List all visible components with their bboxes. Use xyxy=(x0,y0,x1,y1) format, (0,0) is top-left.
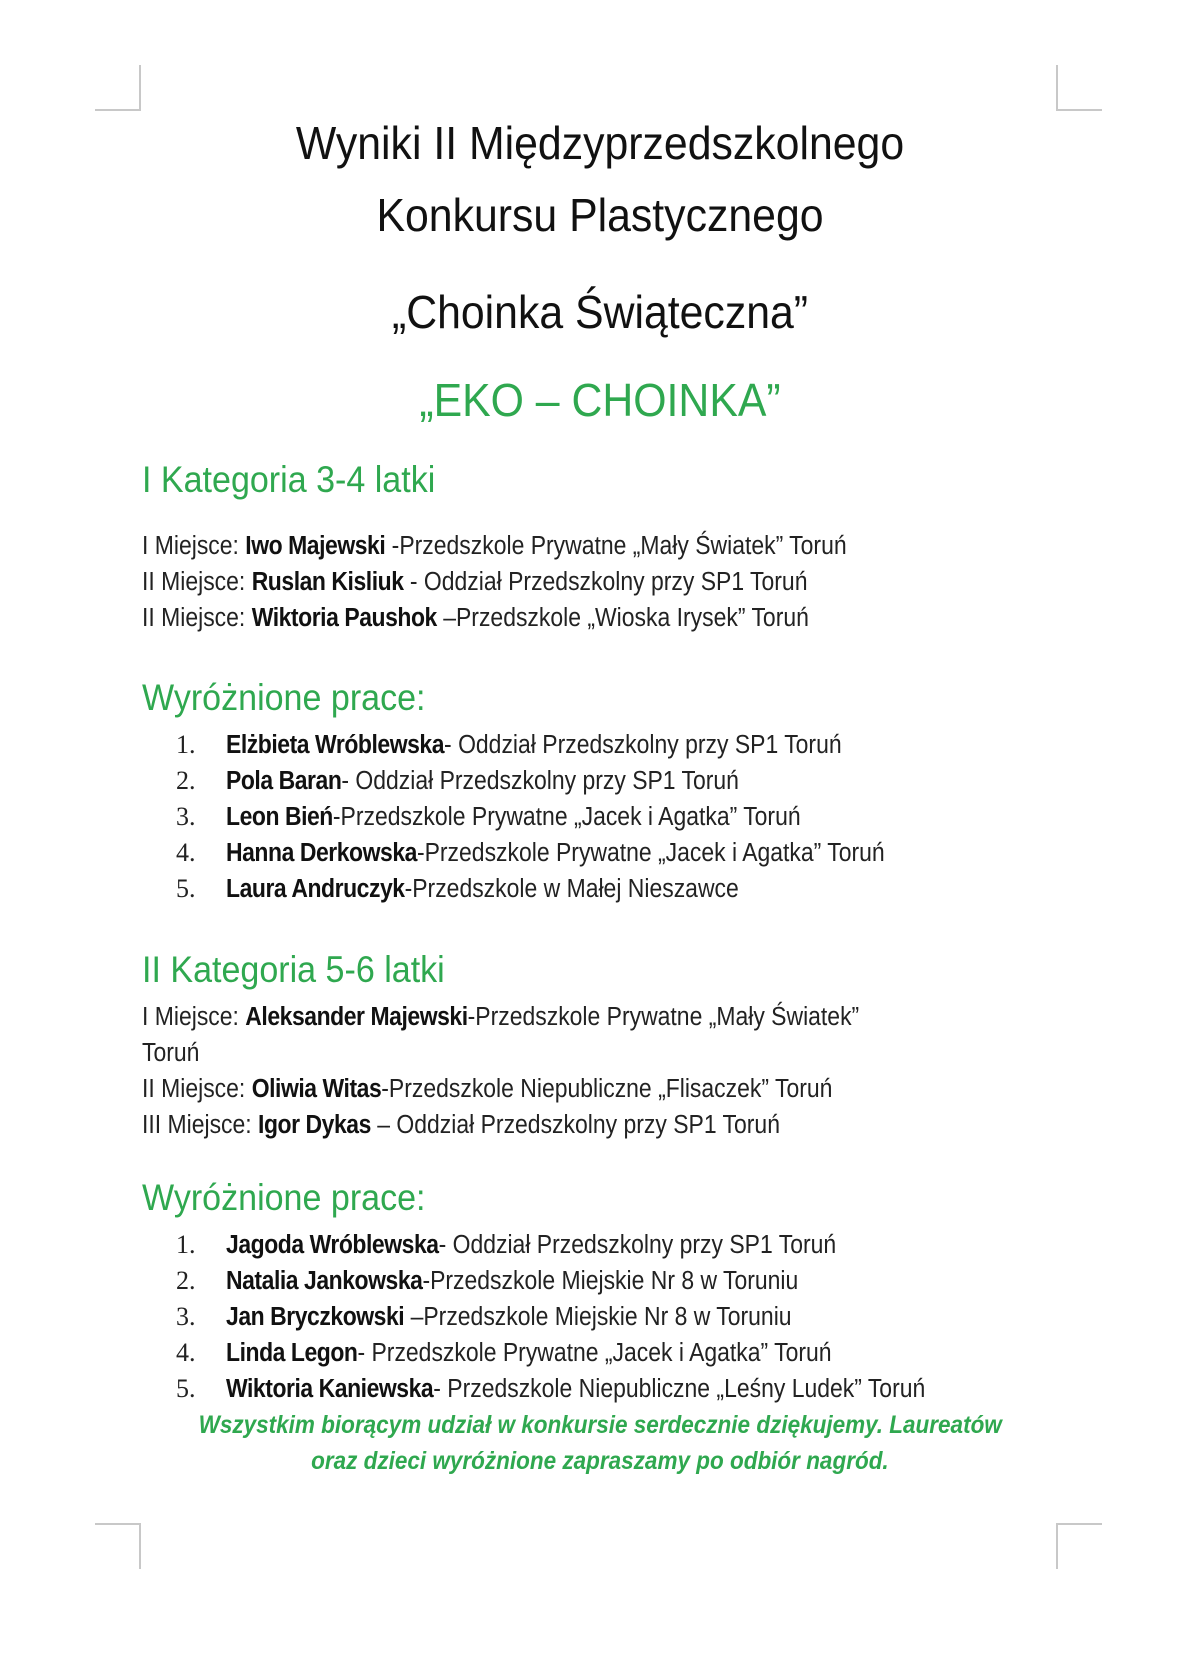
thanks-line-1 xyxy=(0,1407,1200,1443)
list-number: 1. xyxy=(176,730,196,759)
list-number: 5. xyxy=(176,874,196,903)
crop-mark-bottom-right-v xyxy=(1056,1523,1058,1569)
honoree-name: Laura Andruczyk xyxy=(226,875,405,903)
place-row xyxy=(142,600,809,636)
category-1-heading: I Kategoria 3-4 latki xyxy=(142,459,436,500)
honors-1-heading: Wyróżnione prace: xyxy=(142,677,426,718)
list-number: 1. xyxy=(176,1230,196,1259)
honoree-name: Jagoda Wróblewska xyxy=(226,1231,439,1259)
winner-school: – Oddział Przedszkolny przy SP1 Toruń xyxy=(370,1111,780,1139)
honoree-name: Linda Legon xyxy=(226,1339,358,1367)
title-line-3: „Choinka Świąteczna” xyxy=(391,286,809,338)
list-item xyxy=(176,871,796,907)
list-number: 4. xyxy=(176,1338,196,1367)
list-number: 3. xyxy=(176,1302,196,1331)
crop-mark-top-right-v xyxy=(1056,65,1058,111)
place-label: II Miejsce: xyxy=(142,568,252,596)
honoree-school: - Oddział Przedszkolny przy SP1 Toruń xyxy=(444,731,842,759)
list-number: 3. xyxy=(176,802,196,831)
thanks-text-2: oraz dzieci wyróżnione zapraszamy po odbiór nagród. xyxy=(311,1447,889,1475)
winner-school: -Przedszkole Prywatne „Mały Światek” xyxy=(467,1003,860,1031)
place-row xyxy=(142,528,847,564)
honoree-school: -Przedszkole w Małej Nieszawce xyxy=(404,875,739,903)
honoree-name: Elżbieta Wróblewska xyxy=(226,731,445,759)
crop-mark-bottom-right-h xyxy=(1056,1523,1102,1525)
honoree-name: Leon Bień xyxy=(226,803,333,831)
title-line-1: Wyniki II Międzyprzedszkolnego xyxy=(295,117,905,169)
honoree-school: - Oddział Przedszkolny przy SP1 Toruń xyxy=(341,767,739,795)
honoree-name: Jan Bryczkowski xyxy=(226,1303,405,1331)
winner-name: Wiktoria Paushok xyxy=(251,604,437,632)
place-label: I Miejsce: xyxy=(142,532,246,560)
winner-school: -Przedszkole Niepubliczne „Flisaczek” Toruń xyxy=(381,1075,833,1103)
winner-school: –Przedszkole „Wioska Irysek” Toruń xyxy=(436,604,809,632)
place-label: II Miejsce: xyxy=(142,1075,252,1103)
place-label: II Miejsce: xyxy=(142,604,252,632)
honoree-school: -Przedszkole Prywatne „Jacek i Agatka” Toruń xyxy=(416,839,885,867)
list-number: 2. xyxy=(176,766,196,795)
subtitle: „EKO – CHOINKA” xyxy=(419,374,781,426)
honoree-name: Hanna Derkowska xyxy=(226,839,417,867)
thanks-text-1: Wszystkim biorącym udział w konkursie serdecznie dziękujemy. Laureatów xyxy=(198,1411,1002,1439)
list-number: 4. xyxy=(176,838,196,867)
crop-mark-top-left-h xyxy=(95,109,141,111)
honoree-school: - Oddział Przedszkolny przy SP1 Toruń xyxy=(438,1231,837,1259)
crop-mark-top-right-h xyxy=(1056,109,1102,111)
list-item xyxy=(176,1371,1003,1407)
honoree-school: - Przedszkole Prywatne „Jacek i Agatka” Toruń xyxy=(357,1339,832,1367)
title-line-2: Konkursu Plastycznego xyxy=(376,189,824,241)
honors-2-heading: Wyróżnione prace: xyxy=(142,1177,426,1218)
honoree-name: Pola Baran xyxy=(226,767,342,795)
category-2-heading: II Kategoria 5-6 latki xyxy=(142,949,445,990)
list-number: 5. xyxy=(176,1374,196,1403)
place-label: I Miejsce: xyxy=(142,1003,246,1031)
winner-name: Ruslan Kisliuk xyxy=(251,568,404,596)
list-item xyxy=(176,799,864,835)
thanks-line-2 xyxy=(0,1443,1200,1479)
place-row-continuation: Toruń xyxy=(142,1039,200,1067)
crop-mark-bottom-left-v xyxy=(139,1523,141,1569)
list-item xyxy=(176,727,910,763)
list-item xyxy=(176,763,796,799)
honoree-school: -Przedszkole Miejskie Nr 8 w Toruniu xyxy=(422,1267,799,1295)
list-item xyxy=(176,1335,899,1371)
winner-name: Iwo Majewski xyxy=(245,532,386,560)
place-row xyxy=(142,1107,780,1143)
winner-name: Aleksander Majewski xyxy=(245,1003,468,1031)
honoree-school: - Przedszkole Niepubliczne „Leśny Ludek” Toruń xyxy=(433,1375,926,1403)
honoree-name: Wiktoria Kaniewska xyxy=(226,1375,434,1403)
list-item xyxy=(176,1263,862,1299)
list-item xyxy=(176,835,958,871)
winner-name: Oliwia Witas xyxy=(251,1075,382,1103)
winner-school: - Oddział Przedszkolny przy SP1 Toruń xyxy=(403,568,808,596)
list-item xyxy=(176,1227,904,1263)
place-row xyxy=(142,999,859,1035)
crop-mark-bottom-left-h xyxy=(95,1523,141,1525)
honoree-school: -Przedszkole Prywatne „Jacek i Agatka” Toruń xyxy=(332,803,801,831)
list-item xyxy=(176,1299,854,1335)
place-row xyxy=(142,1071,832,1107)
list-number: 2. xyxy=(176,1266,196,1295)
crop-mark-top-left-v xyxy=(139,65,141,111)
winner-name: Igor Dykas xyxy=(258,1111,371,1139)
honoree-name: Natalia Jankowska xyxy=(226,1267,423,1295)
winner-school: -Przedszkole Prywatne „Mały Światek” Toruń xyxy=(385,532,847,560)
place-row xyxy=(142,564,807,600)
place-label: III Miejsce: xyxy=(142,1111,259,1139)
honoree-school: –Przedszkole Miejskie Nr 8 w Toruniu xyxy=(404,1303,792,1331)
